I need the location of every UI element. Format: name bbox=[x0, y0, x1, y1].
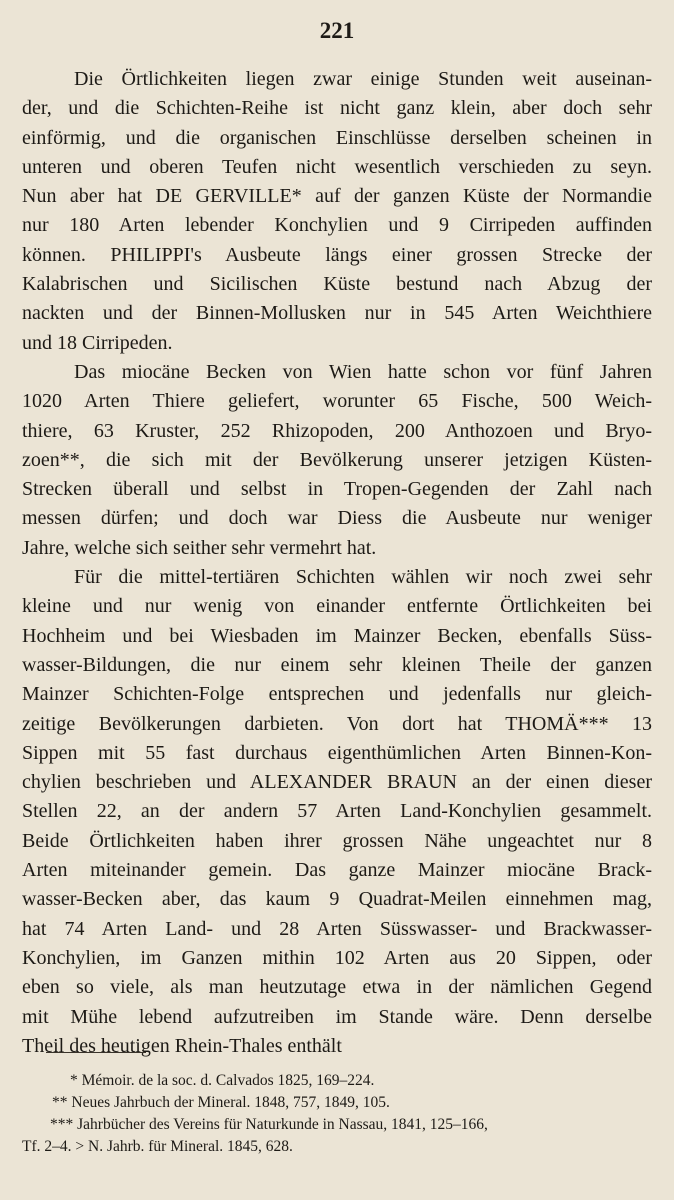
text-line: Jahre, welche sich seither sehr vermehrt hat. bbox=[22, 536, 377, 559]
text-line: mit Mühe lebend aufzutreiben im Stande wäre. Denn derselbe bbox=[22, 1005, 652, 1028]
text-line: eben so viele, als man heutzutage etwa in der nämlichen Gegend bbox=[22, 976, 652, 999]
text-line: Arten miteinander gemein. Das ganze Mainzer miocäne Brack- bbox=[22, 859, 652, 882]
text-line: und 18 Cirripeden. bbox=[22, 331, 173, 354]
footnote: * Mémoir. de la soc. d. Calvados 1825, 169–224. bbox=[70, 1072, 375, 1089]
text-line: Stellen 22, an der andern 57 Arten Land-Konchylien gesammelt. bbox=[22, 800, 652, 823]
body-text bbox=[22, 65, 652, 1061]
text-line: nackten und der Binnen-Mollusken nur in 545 Arten Weichthiere bbox=[22, 302, 652, 325]
text-line: kleine und nur wenig von einander entfernte Örtlichkeiten bei bbox=[22, 595, 652, 618]
footnotes bbox=[22, 1070, 652, 1158]
text-line: messen dürfen; und doch war Diess die Ausbeute nur weniger bbox=[22, 507, 652, 530]
text-line: wasser-Becken aber, das kaum 9 Quadrat-Meilen einnehmen mag, bbox=[22, 888, 652, 911]
footnote: Tf. 2–4. > N. Jahrb. für Mineral. 1845, 628. bbox=[22, 1138, 293, 1155]
text-line: zeitige Bevölkerungen darbieten. Von dort hat THOMÄ*** 13 bbox=[22, 712, 652, 735]
text-line: chylien beschrieben und ALEXANDER BRAUN an der einen dieser bbox=[22, 771, 652, 794]
text-line: thiere, 63 Kruster, 252 Rhizopoden, 200 Anthozoen und Bryo- bbox=[22, 419, 652, 442]
text-line: Nun aber hat DE GERVILLE* auf der ganzen Küste der Normandie bbox=[22, 185, 652, 208]
footnote: *** Jahrbücher des Vereins für Naturkunde in Nassau, 1841, 125–166, bbox=[50, 1116, 488, 1133]
text-line: Sippen mit 55 fast durchaus eigenthümlichen Arten Binnen-Kon- bbox=[22, 741, 652, 764]
text-line: Theil des heutigen Rhein-Thales enthält bbox=[22, 1034, 342, 1057]
footnote-divider bbox=[46, 1052, 146, 1053]
text-line: Die Örtlichkeiten liegen zwar einige Stunden weit auseinan- bbox=[74, 68, 652, 90]
text-line: Für die mittel-tertiären Schichten wählen wir noch zwei sehr bbox=[74, 566, 652, 589]
text-line: zoen**, die sich mit der Bevölkerung unserer jetzigen Küsten- bbox=[22, 448, 652, 471]
page-number: 221 bbox=[319, 18, 355, 43]
text-line: wasser-Bildungen, die nur einem sehr kleinen Theile der ganzen bbox=[22, 653, 652, 676]
text-line: nur 180 Arten lebender Konchylien und 9 Cirripeden auffinden bbox=[22, 214, 652, 237]
text-line: Strecken überall und selbst in Tropen-Gegenden der Zahl nach bbox=[22, 478, 652, 501]
text-line: unteren und oberen Teufen nicht wesentlich verschieden zu seyn. bbox=[22, 155, 652, 178]
text-line: 1020 Arten Thiere geliefert, worunter 65 Fische, 500 Weich- bbox=[22, 390, 652, 413]
text-line: Konchylien, im Ganzen mithin 102 Arten aus 20 Sippen, oder bbox=[22, 946, 652, 969]
text-line: Kalabrischen und Sicilischen Küste bestund nach Abzug der bbox=[22, 273, 652, 296]
text-line: hat 74 Arten Land- und 28 Arten Süsswasser- und Brackwasser- bbox=[22, 917, 652, 940]
text-line: Hochheim und bei Wiesbaden im Mainzer Becken, ebenfalls Süss- bbox=[22, 624, 652, 647]
text-line: können. PHILIPPI's Ausbeute längs einer grossen Strecke der bbox=[22, 243, 652, 266]
text-line: Mainzer Schichten-Folge entsprechen und jedenfalls nur gleich- bbox=[22, 683, 652, 706]
footnote: ** Neues Jahrbuch der Mineral. 1848, 757, 1849, 105. bbox=[52, 1094, 390, 1111]
text-line: Beide Örtlichkeiten haben ihrer grossen Nähe ungeachtet nur 8 bbox=[22, 829, 652, 852]
text-line: Das miocäne Becken von Wien hatte schon vor fünf Jahren bbox=[74, 360, 652, 383]
text-line: der, und die Schichten-Reihe ist nicht ganz klein, aber doch sehr bbox=[22, 97, 652, 120]
text-line: einförmig, und die organischen Einschlüsse derselben scheinen in bbox=[22, 126, 652, 149]
